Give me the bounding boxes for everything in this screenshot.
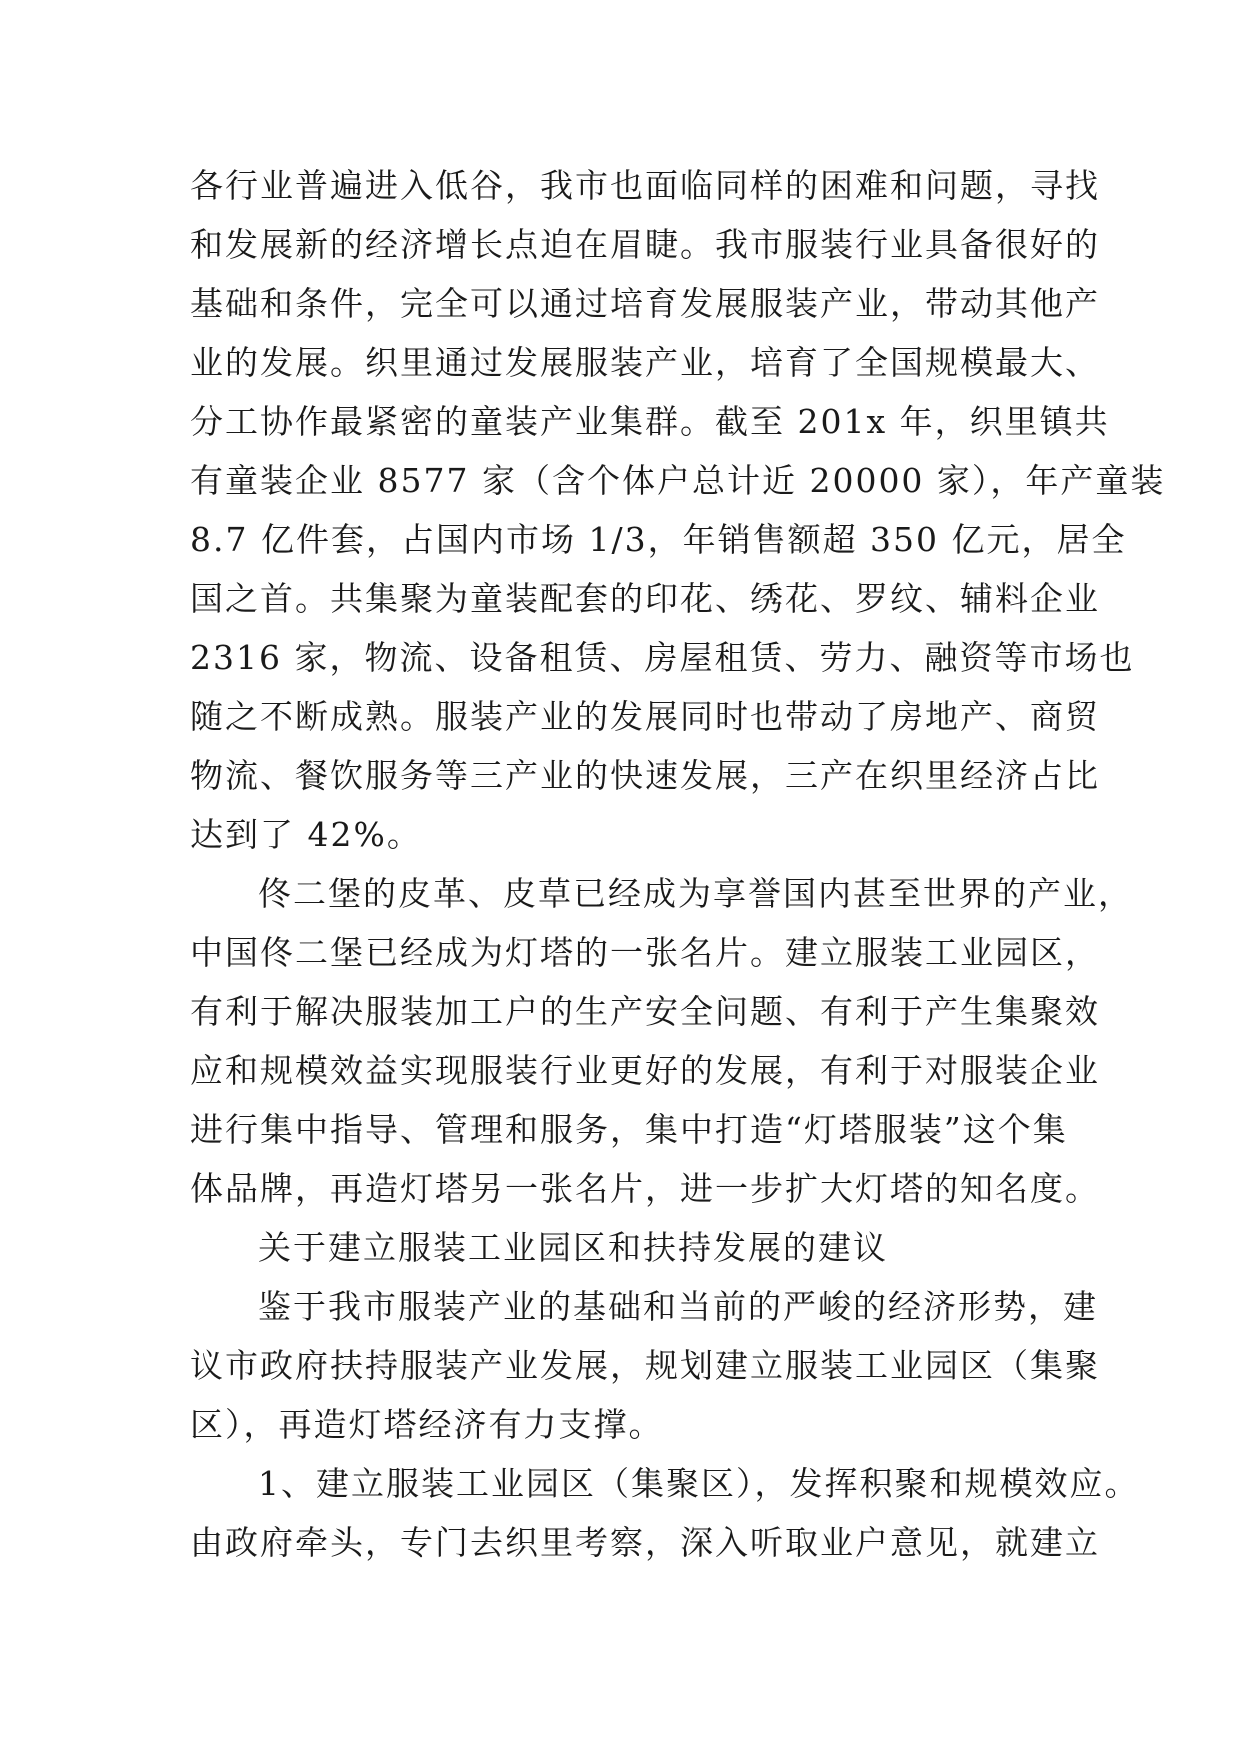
text-line: 1、建立服装工业园区（集聚区），发挥积聚和规模效应。: [258, 1464, 1140, 1503]
text-line: 基础和条件，完全可以通过培育发展服装产业，带动其他产: [190, 284, 1100, 323]
text-line: 分工协作最紧密的童装产业集群。截至 201x 年，织里镇共: [190, 402, 1110, 441]
text-line: 业的发展。织里通过发展服装产业，培育了全国规模最大、: [190, 343, 1100, 382]
text-line: 有童装企业 8577 家（含个体户总计近 20000 家），年产童装: [190, 461, 1166, 500]
text-line: 有利于解决服装加工户的生产安全问题、有利于产生集聚效: [190, 992, 1100, 1031]
text-line: 应和规模效益实现服装行业更好的发展，有利于对服装企业: [190, 1051, 1100, 1090]
text-line: 区），再造灯塔经济有力支撑。: [190, 1405, 664, 1444]
text-line: 佟二堡的皮革、皮草已经成为享誉国内甚至世界的产业，: [258, 874, 1133, 913]
text-line: 各行业普遍进入低谷，我市也面临同样的困难和问题，寻找: [190, 166, 1100, 205]
text-line: 物流、餐饮服务等三产业的快速发展，三产在织里经济占比: [190, 756, 1100, 795]
text-line: 2316 家，物流、设备租赁、房屋租赁、劳力、融资等市场也: [190, 638, 1135, 677]
text-line: 达到了 42%。: [190, 815, 422, 854]
text-line: 由政府牵头，专门去织里考察，深入听取业户意见，就建立: [190, 1523, 1100, 1562]
text-line: 和发展新的经济增长点迫在眉睫。我市服装行业具备很好的: [190, 225, 1100, 264]
text-line: 鉴于我市服装产业的基础和当前的严峻的经济形势，建: [258, 1287, 1098, 1326]
document-body: [190, 156, 1166, 1572]
text-line: 中国佟二堡已经成为灯塔的一张名片。建立服装工业园区，: [190, 933, 1100, 972]
section-heading: 关于建立服装工业园区和扶持发展的建议: [258, 1228, 888, 1267]
text-line: 国之首。共集聚为童装配套的印花、绣花、罗纹、辅料企业: [190, 579, 1100, 618]
text-line: 议市政府扶持服装产业发展，规划建立服装工业园区（集聚: [190, 1346, 1100, 1385]
text-line: 进行集中指导、管理和服务，集中打造“灯塔服装”这个集: [190, 1110, 1068, 1149]
text-line: 8.7 亿件套，占国内市场 1/3，年销售额超 350 亿元，居全: [190, 520, 1127, 559]
text-line: 随之不断成熟。服装产业的发展同时也带动了房地产、商贸: [190, 697, 1100, 736]
text-line: 体品牌，再造灯塔另一张名片，进一步扩大灯塔的知名度。: [190, 1169, 1100, 1208]
